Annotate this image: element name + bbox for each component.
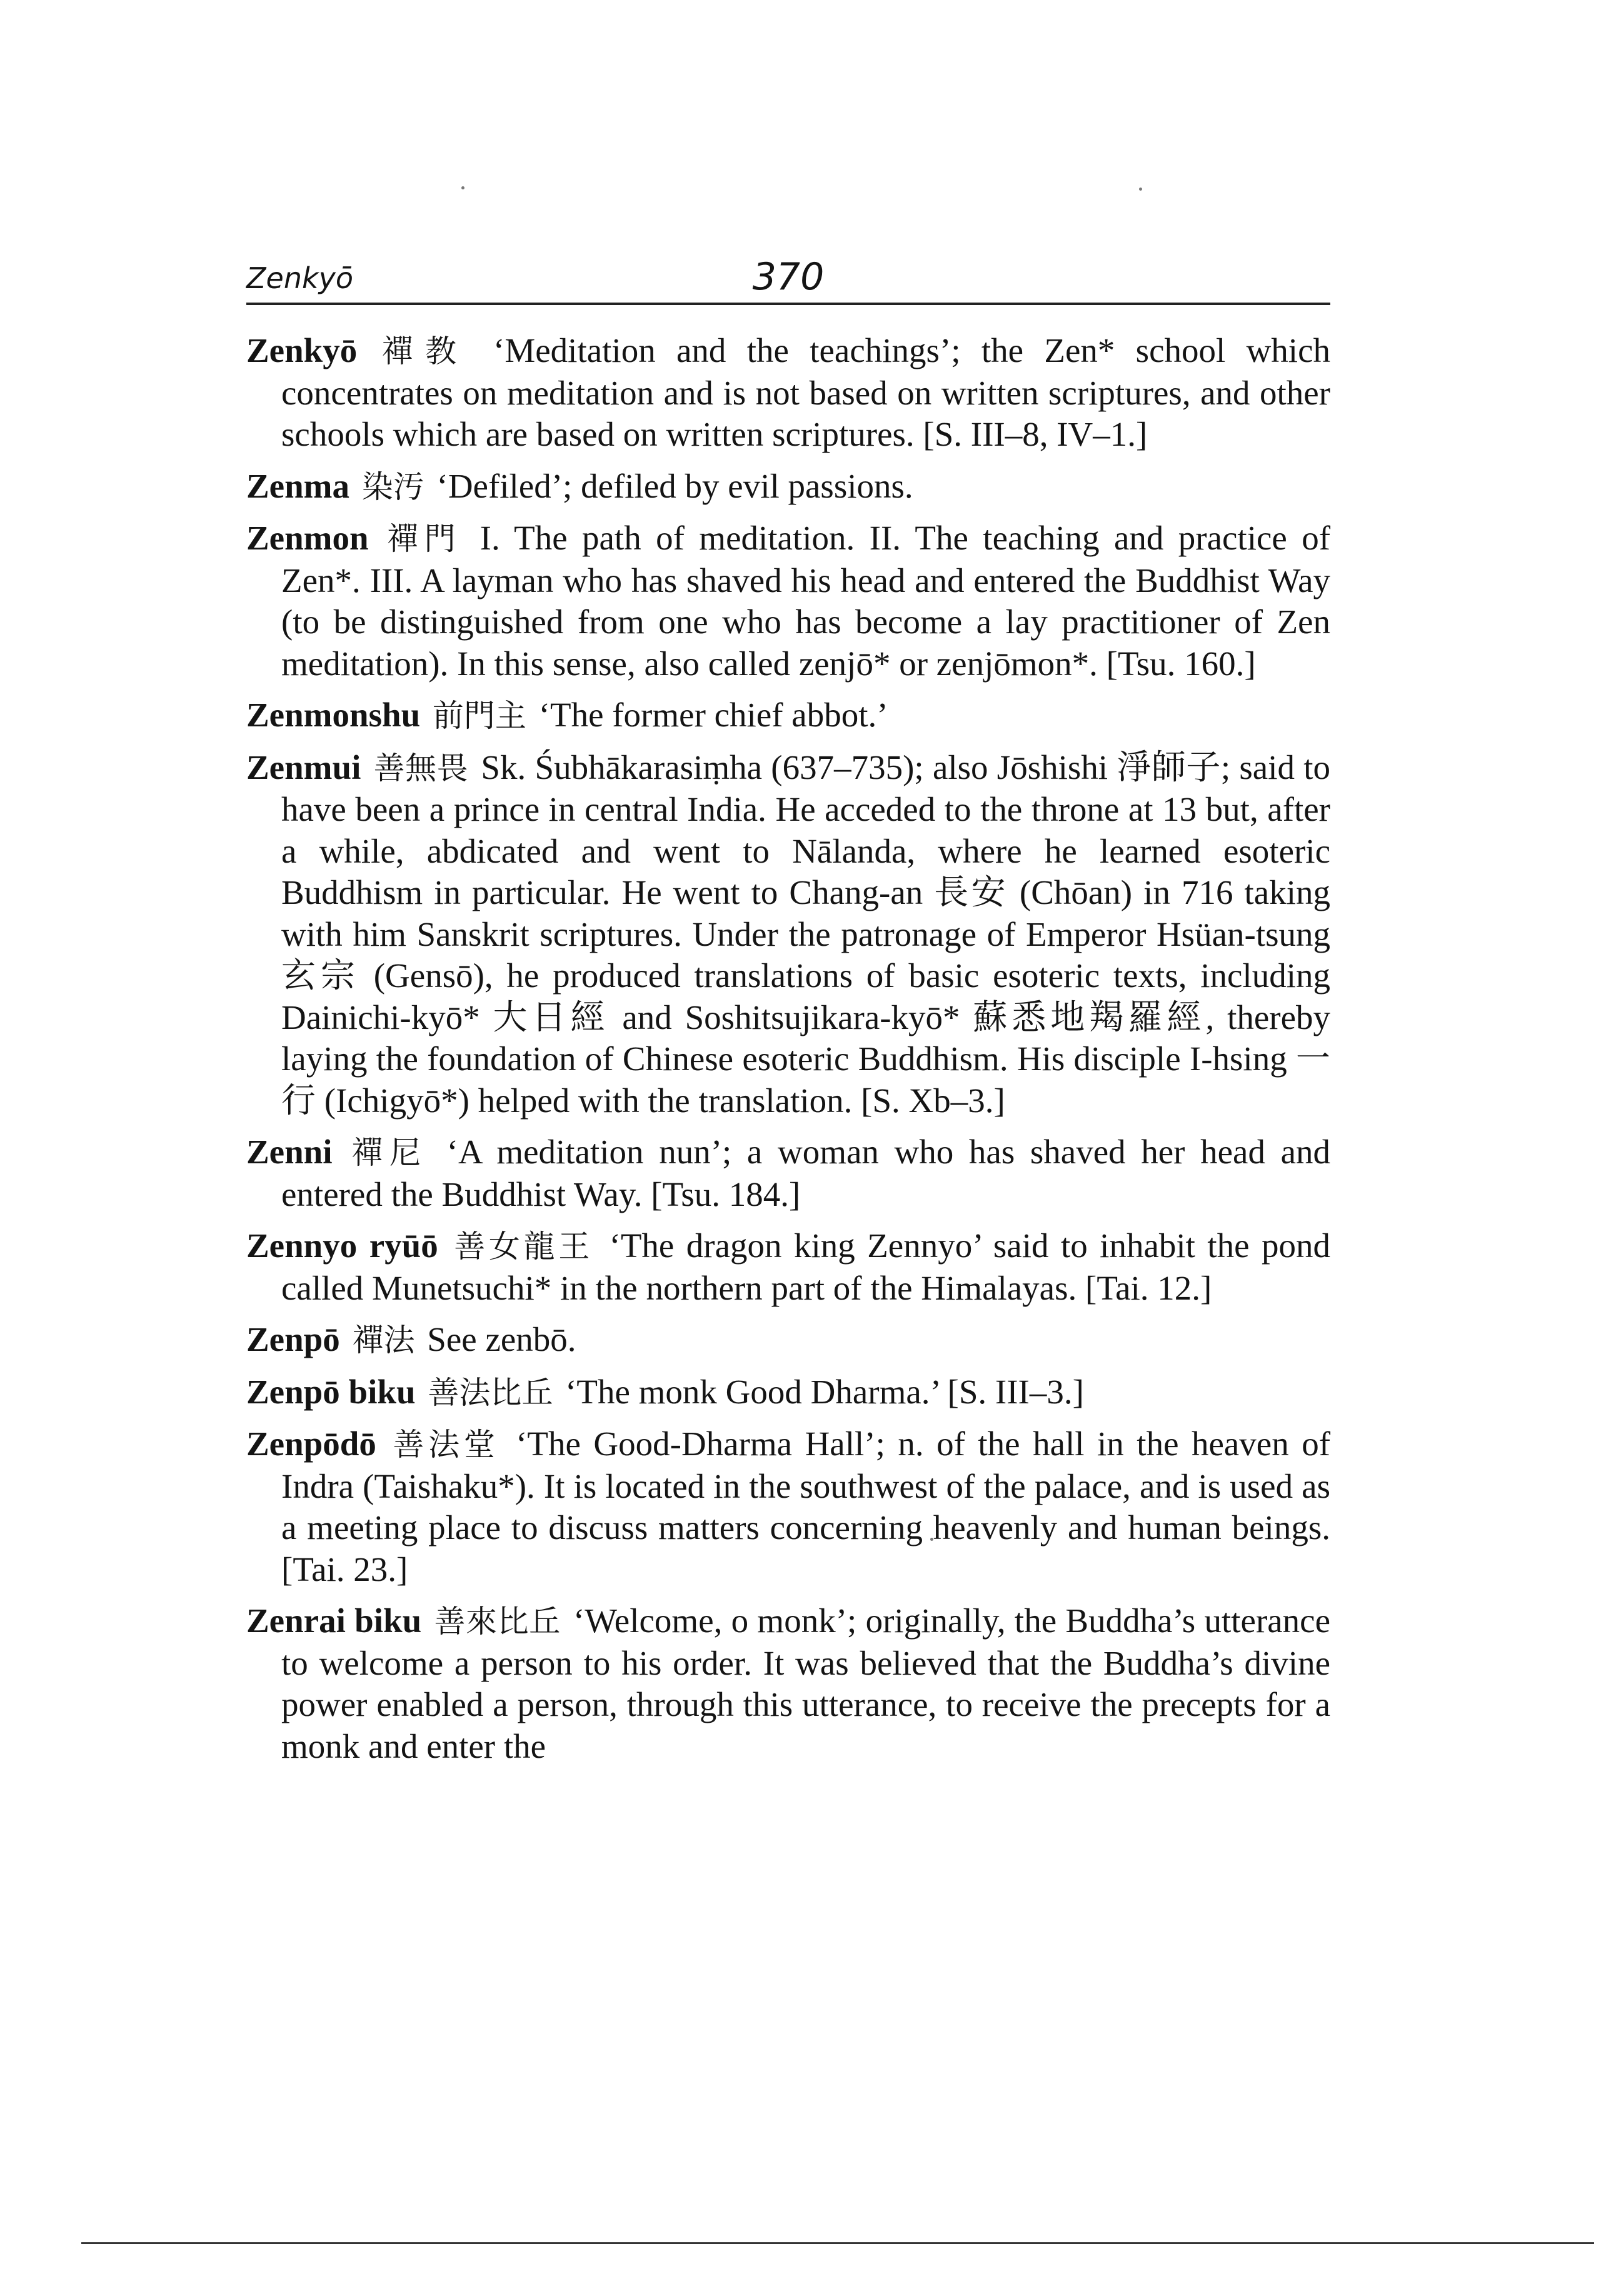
entry-headword: Zennyo ryūō bbox=[246, 1226, 438, 1265]
dictionary-entry bbox=[246, 518, 1330, 684]
dictionary-entries bbox=[246, 330, 1330, 1777]
dictionary-entry bbox=[246, 330, 1330, 456]
entry-kanji: 前門主 bbox=[432, 698, 526, 734]
entry-headword: Zenrai biku bbox=[246, 1602, 422, 1640]
entry-definition: ‘Meditation and the teachings’; the Zen* school which concentrates on meditation and is not based on written scriptures, and other schools which are based on written scriptures. [S. III–8, IV–1.] bbox=[281, 331, 1330, 453]
entry-headword: Zenmon bbox=[246, 519, 369, 557]
dictionary-entry bbox=[246, 1225, 1330, 1309]
entry-definition: ‘Welcome, o monk’; originally, the Buddha’s utterance to welcome a person to his order. It was believed that the Buddha’s divine power enabled a person, through this utterance, to receive the precepts for a monk and enter the bbox=[281, 1602, 1331, 1765]
running-head: Zenkyō bbox=[246, 261, 353, 295]
entry-kanji: 禪門 bbox=[386, 521, 462, 557]
entry-headword: Zenmonshu bbox=[246, 696, 421, 734]
entry-kanji: 善女龍王 bbox=[454, 1228, 594, 1265]
entry-definition: I. The path of meditation. II. The teaching and practice of Zen*. III. A layman who has shaved his head and entered the Buddhist Way (to be distinguished from one who has become a lay practitioner of Zen meditation). In this sense, also called zenjō* or zenjōmon*. [Tsu. 160.] bbox=[281, 519, 1331, 683]
entry-headword: Zenma bbox=[246, 466, 349, 505]
entry-definition: ‘The former chief abbot.’ bbox=[538, 696, 888, 734]
scan-speck bbox=[461, 186, 464, 189]
dictionary-entry bbox=[246, 1319, 1330, 1361]
dictionary-entry bbox=[246, 1131, 1330, 1215]
entry-kanji: 染汚 bbox=[361, 468, 424, 505]
entry-kanji: 禪教 bbox=[381, 333, 469, 369]
dictionary-entry bbox=[246, 1371, 1330, 1414]
entry-kanji: 善來比丘 bbox=[434, 1603, 561, 1640]
dictionary-entry bbox=[246, 694, 1330, 737]
entry-headword: Zenpō biku bbox=[246, 1372, 416, 1411]
entry-definition: ‘The Good-Dharma Hall’; n. of the hall in the heaven of Indra (Taishaku*). It is located in the southwest of the palace, and is used as a meeting place to discuss matters concerning heavenly and human beings. [Tai. 23.] bbox=[281, 1425, 1331, 1588]
scan-speck bbox=[1139, 188, 1142, 191]
dictionary-entry bbox=[246, 747, 1330, 1122]
entry-headword: Zenni bbox=[246, 1133, 333, 1171]
entry-definition: ‘The monk Good Dharma.’ [S. III–3.] bbox=[565, 1372, 1084, 1411]
dictionary-entry bbox=[246, 1600, 1330, 1767]
entry-headword: Zenkyō bbox=[246, 331, 358, 369]
dictionary-entry bbox=[246, 1423, 1330, 1590]
entry-headword: Zenpō bbox=[246, 1320, 340, 1358]
page-header bbox=[246, 248, 1330, 305]
entry-definition: See zenbō. bbox=[427, 1320, 576, 1358]
entry-kanji: 善無畏 bbox=[373, 749, 469, 786]
entry-kanji: 禪尼 bbox=[351, 1135, 428, 1171]
dictionary-entry bbox=[246, 466, 1330, 508]
entry-kanji: 善法比丘 bbox=[428, 1374, 553, 1411]
entry-headword: Zenmui bbox=[246, 748, 361, 786]
entry-definition: ‘The dragon king Zennyo’ said to inhabit the pond called Munetsuchi* in the northern part of the Himalayas. [Tai. 12.] bbox=[281, 1226, 1331, 1307]
footer-rule bbox=[81, 2242, 1594, 2244]
entry-definition: Sk. Śubhākarasiṃha (637–735); also Jōshishi 淨師子; said to have been a prince in central India. He acceded to the throne at 13 but, after a while, abdicated and went to Nālanda, where he learned esoteric Buddhism in particular. He went to Chang-an 長安 (Chōan) in 716 taking with him Sanskrit scriptures. Under the patronage of Emperor Hsüan-tsung 玄宗 (Gensō), he produced translations of basic esoteric texts, including Dainichi-kyō* 大日經 and Soshitsujikara-kyō* 蘇悉地羯羅經, thereby laying the foundation of Chinese esoteric Buddhism. His disciple I-hsing 一行 (Ichigyō*) helped with the translation. [S. Xb–3.] bbox=[281, 748, 1331, 1120]
entry-definition: ‘Defiled’; defiled by evil passions. bbox=[436, 466, 913, 505]
entry-kanji: 善法堂 bbox=[393, 1426, 499, 1463]
entry-headword: Zenpōdō bbox=[246, 1425, 376, 1463]
page-number: 370 bbox=[752, 255, 825, 299]
entry-definition: ‘A meditation nun’; a woman who has shaved her head and entered the Buddhist Way. [Tsu. 184.] bbox=[281, 1133, 1331, 1213]
entry-kanji: 禪法 bbox=[352, 1322, 415, 1358]
